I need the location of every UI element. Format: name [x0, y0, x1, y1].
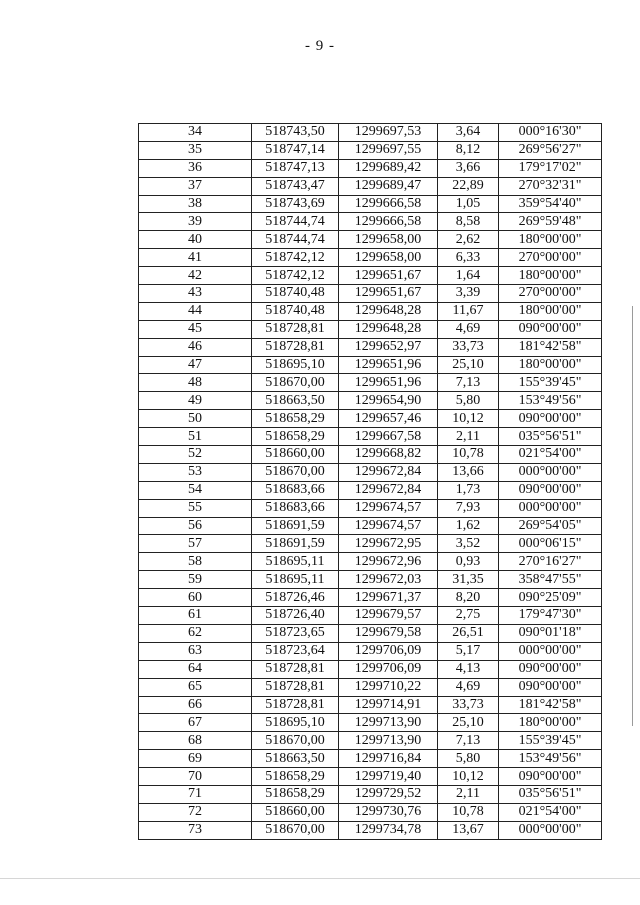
y-coordinate-cell: 1299658,00 — [339, 249, 438, 267]
length-cell: 8,58 — [438, 213, 499, 231]
x-coordinate-cell: 518695,11 — [252, 553, 339, 571]
table-row — [139, 660, 602, 678]
x-coordinate-cell: 518660,00 — [252, 803, 339, 821]
direction-angle-cell: 090°00'00" — [499, 660, 602, 678]
y-coordinate-cell: 1299730,76 — [339, 803, 438, 821]
y-coordinate-cell: 1299651,67 — [339, 285, 438, 303]
direction-angle-cell: 155°39'45" — [499, 732, 602, 750]
page-bottom-edge — [0, 878, 640, 879]
x-coordinate-cell: 518695,10 — [252, 714, 339, 732]
length-cell: 2,11 — [438, 428, 499, 446]
table-row — [139, 285, 602, 303]
direction-angle-cell: 181°42'58" — [499, 338, 602, 356]
direction-angle-cell: 153°49'56" — [499, 392, 602, 410]
point-number-cell: 34 — [139, 124, 252, 142]
point-number-cell: 45 — [139, 320, 252, 338]
table-row — [139, 785, 602, 803]
length-cell: 7,93 — [438, 499, 499, 517]
direction-angle-cell: 180°00'00" — [499, 714, 602, 732]
direction-angle-cell: 269°56'27" — [499, 141, 602, 159]
point-number-cell: 42 — [139, 267, 252, 285]
direction-angle-cell: 000°06'15" — [499, 535, 602, 553]
table-row — [139, 213, 602, 231]
table-row — [139, 428, 602, 446]
table-row — [139, 768, 602, 786]
x-coordinate-cell: 518728,81 — [252, 696, 339, 714]
point-number-cell: 38 — [139, 195, 252, 213]
table-row — [139, 571, 602, 589]
y-coordinate-cell: 1299667,58 — [339, 428, 438, 446]
table-row — [139, 463, 602, 481]
table-row — [139, 642, 602, 660]
y-coordinate-cell: 1299729,52 — [339, 785, 438, 803]
direction-angle-cell: 180°00'00" — [499, 356, 602, 374]
y-coordinate-cell: 1299679,57 — [339, 607, 438, 625]
length-cell: 2,62 — [438, 231, 499, 249]
direction-angle-cell: 000°16'30" — [499, 124, 602, 142]
x-coordinate-cell: 518658,29 — [252, 428, 339, 446]
x-coordinate-cell: 518742,12 — [252, 267, 339, 285]
point-number-cell: 36 — [139, 159, 252, 177]
direction-angle-cell: 021°54'00" — [499, 446, 602, 464]
table-row — [139, 678, 602, 696]
table-row — [139, 499, 602, 517]
direction-angle-cell: 000°00'00" — [499, 821, 602, 839]
length-cell: 22,89 — [438, 177, 499, 195]
y-coordinate-cell: 1299672,96 — [339, 553, 438, 571]
length-cell: 8,20 — [438, 589, 499, 607]
point-number-cell: 70 — [139, 768, 252, 786]
point-number-cell: 49 — [139, 392, 252, 410]
length-cell: 5,17 — [438, 642, 499, 660]
y-coordinate-cell: 1299668,82 — [339, 446, 438, 464]
y-coordinate-cell: 1299713,90 — [339, 714, 438, 732]
x-coordinate-cell: 518670,00 — [252, 463, 339, 481]
y-coordinate-cell: 1299666,58 — [339, 213, 438, 231]
y-coordinate-cell: 1299666,58 — [339, 195, 438, 213]
table-row — [139, 356, 602, 374]
y-coordinate-cell: 1299710,22 — [339, 678, 438, 696]
table-row — [139, 732, 602, 750]
direction-angle-cell: 270°16'27" — [499, 553, 602, 571]
point-number-cell: 46 — [139, 338, 252, 356]
y-coordinate-cell: 1299679,58 — [339, 624, 438, 642]
direction-angle-cell: 090°00'00" — [499, 410, 602, 428]
y-coordinate-cell: 1299734,78 — [339, 821, 438, 839]
direction-angle-cell: 035°56'51" — [499, 785, 602, 803]
length-cell: 10,78 — [438, 446, 499, 464]
y-coordinate-cell: 1299706,09 — [339, 642, 438, 660]
table-row — [139, 320, 602, 338]
table-row — [139, 124, 602, 142]
table-row — [139, 231, 602, 249]
table-row — [139, 141, 602, 159]
y-coordinate-cell: 1299674,57 — [339, 499, 438, 517]
point-number-cell: 40 — [139, 231, 252, 249]
point-number-cell: 41 — [139, 249, 252, 267]
x-coordinate-cell: 518726,46 — [252, 589, 339, 607]
coordinates-table — [138, 123, 602, 840]
table-row — [139, 624, 602, 642]
x-coordinate-cell: 518744,74 — [252, 213, 339, 231]
direction-angle-cell: 090°00'00" — [499, 481, 602, 499]
direction-angle-cell: 181°42'58" — [499, 696, 602, 714]
page-number: - 9 - — [305, 38, 335, 54]
length-cell: 25,10 — [438, 356, 499, 374]
y-coordinate-cell: 1299648,28 — [339, 320, 438, 338]
table-row — [139, 803, 602, 821]
y-coordinate-cell: 1299671,37 — [339, 589, 438, 607]
x-coordinate-cell: 518728,81 — [252, 338, 339, 356]
x-coordinate-cell: 518744,74 — [252, 231, 339, 249]
y-coordinate-cell: 1299672,84 — [339, 463, 438, 481]
length-cell: 4,13 — [438, 660, 499, 678]
point-number-cell: 35 — [139, 141, 252, 159]
length-cell: 26,51 — [438, 624, 499, 642]
y-coordinate-cell: 1299697,55 — [339, 141, 438, 159]
direction-angle-cell: 270°00'00" — [499, 249, 602, 267]
direction-angle-cell: 000°00'00" — [499, 499, 602, 517]
point-number-cell: 54 — [139, 481, 252, 499]
table-row — [139, 714, 602, 732]
y-coordinate-cell: 1299689,47 — [339, 177, 438, 195]
x-coordinate-cell: 518670,00 — [252, 374, 339, 392]
x-coordinate-cell: 518747,14 — [252, 141, 339, 159]
x-coordinate-cell: 518743,50 — [252, 124, 339, 142]
x-coordinate-cell: 518728,81 — [252, 678, 339, 696]
length-cell: 7,13 — [438, 732, 499, 750]
y-coordinate-cell: 1299654,90 — [339, 392, 438, 410]
point-number-cell: 71 — [139, 785, 252, 803]
point-number-cell: 58 — [139, 553, 252, 571]
point-number-cell: 55 — [139, 499, 252, 517]
x-coordinate-cell: 518683,66 — [252, 481, 339, 499]
table-row — [139, 535, 602, 553]
length-cell: 8,12 — [438, 141, 499, 159]
table-row — [139, 267, 602, 285]
y-coordinate-cell: 1299672,95 — [339, 535, 438, 553]
point-number-cell: 44 — [139, 302, 252, 320]
x-coordinate-cell: 518728,81 — [252, 660, 339, 678]
direction-angle-cell: 021°54'00" — [499, 803, 602, 821]
length-cell: 5,80 — [438, 750, 499, 768]
length-cell: 1,73 — [438, 481, 499, 499]
point-number-cell: 65 — [139, 678, 252, 696]
length-cell: 1,62 — [438, 517, 499, 535]
y-coordinate-cell: 1299652,97 — [339, 338, 438, 356]
point-number-cell: 67 — [139, 714, 252, 732]
x-coordinate-cell: 518658,29 — [252, 785, 339, 803]
table-row — [139, 517, 602, 535]
point-number-cell: 56 — [139, 517, 252, 535]
direction-angle-cell: 179°47'30" — [499, 607, 602, 625]
point-number-cell: 73 — [139, 821, 252, 839]
length-cell: 3,52 — [438, 535, 499, 553]
y-coordinate-cell: 1299697,53 — [339, 124, 438, 142]
direction-angle-cell: 155°39'45" — [499, 374, 602, 392]
x-coordinate-cell: 518670,00 — [252, 821, 339, 839]
direction-angle-cell: 090°00'00" — [499, 678, 602, 696]
length-cell: 13,67 — [438, 821, 499, 839]
point-number-cell: 61 — [139, 607, 252, 625]
length-cell: 3,66 — [438, 159, 499, 177]
length-cell: 6,33 — [438, 249, 499, 267]
table-row — [139, 195, 602, 213]
length-cell: 33,73 — [438, 696, 499, 714]
table-row — [139, 446, 602, 464]
x-coordinate-cell: 518743,47 — [252, 177, 339, 195]
table-row — [139, 392, 602, 410]
point-number-cell: 37 — [139, 177, 252, 195]
point-number-cell: 48 — [139, 374, 252, 392]
length-cell: 31,35 — [438, 571, 499, 589]
y-coordinate-cell: 1299651,96 — [339, 374, 438, 392]
table-row — [139, 177, 602, 195]
direction-angle-cell: 270°32'31" — [499, 177, 602, 195]
length-cell: 10,12 — [438, 410, 499, 428]
length-cell: 10,78 — [438, 803, 499, 821]
table-row — [139, 374, 602, 392]
direction-angle-cell: 180°00'00" — [499, 302, 602, 320]
y-coordinate-cell: 1299713,90 — [339, 732, 438, 750]
length-cell: 3,39 — [438, 285, 499, 303]
table-row — [139, 481, 602, 499]
x-coordinate-cell: 518691,59 — [252, 517, 339, 535]
length-cell: 5,80 — [438, 392, 499, 410]
point-number-cell: 47 — [139, 356, 252, 374]
length-cell: 0,93 — [438, 553, 499, 571]
direction-angle-cell: 153°49'56" — [499, 750, 602, 768]
point-number-cell: 52 — [139, 446, 252, 464]
direction-angle-cell: 180°00'00" — [499, 267, 602, 285]
table-row — [139, 696, 602, 714]
length-cell: 4,69 — [438, 678, 499, 696]
table-row — [139, 410, 602, 428]
table-row — [139, 589, 602, 607]
x-coordinate-cell: 518740,48 — [252, 302, 339, 320]
x-coordinate-cell: 518723,64 — [252, 642, 339, 660]
point-number-cell: 57 — [139, 535, 252, 553]
point-number-cell: 69 — [139, 750, 252, 768]
table-row — [139, 338, 602, 356]
direction-angle-cell: 090°00'00" — [499, 320, 602, 338]
table-row — [139, 249, 602, 267]
length-cell: 33,73 — [438, 338, 499, 356]
x-coordinate-cell: 518726,40 — [252, 607, 339, 625]
point-number-cell: 68 — [139, 732, 252, 750]
x-coordinate-cell: 518740,48 — [252, 285, 339, 303]
point-number-cell: 62 — [139, 624, 252, 642]
x-coordinate-cell: 518663,50 — [252, 392, 339, 410]
direction-angle-cell: 000°00'00" — [499, 642, 602, 660]
x-coordinate-cell: 518670,00 — [252, 732, 339, 750]
x-coordinate-cell: 518660,00 — [252, 446, 339, 464]
x-coordinate-cell: 518691,59 — [252, 535, 339, 553]
table-row — [139, 821, 602, 839]
length-cell: 2,11 — [438, 785, 499, 803]
point-number-cell: 59 — [139, 571, 252, 589]
y-coordinate-cell: 1299658,00 — [339, 231, 438, 249]
x-coordinate-cell: 518695,11 — [252, 571, 339, 589]
point-number-cell: 63 — [139, 642, 252, 660]
y-coordinate-cell: 1299689,42 — [339, 159, 438, 177]
direction-angle-cell: 270°00'00" — [499, 285, 602, 303]
coordinates-table-body — [139, 124, 602, 840]
x-coordinate-cell: 518658,29 — [252, 768, 339, 786]
x-coordinate-cell: 518742,12 — [252, 249, 339, 267]
table-row — [139, 302, 602, 320]
x-coordinate-cell: 518695,10 — [252, 356, 339, 374]
direction-angle-cell: 035°56'51" — [499, 428, 602, 446]
x-coordinate-cell: 518663,50 — [252, 750, 339, 768]
x-coordinate-cell: 518658,29 — [252, 410, 339, 428]
x-coordinate-cell: 518728,81 — [252, 320, 339, 338]
y-coordinate-cell: 1299706,09 — [339, 660, 438, 678]
direction-angle-cell: 090°25'09" — [499, 589, 602, 607]
direction-angle-cell: 000°00'00" — [499, 463, 602, 481]
direction-angle-cell: 180°00'00" — [499, 231, 602, 249]
y-coordinate-cell: 1299648,28 — [339, 302, 438, 320]
y-coordinate-cell: 1299672,03 — [339, 571, 438, 589]
table-row — [139, 607, 602, 625]
direction-angle-cell: 269°54'05" — [499, 517, 602, 535]
length-cell: 3,64 — [438, 124, 499, 142]
length-cell: 1,05 — [438, 195, 499, 213]
length-cell: 11,67 — [438, 302, 499, 320]
length-cell: 2,75 — [438, 607, 499, 625]
y-coordinate-cell: 1299651,67 — [339, 267, 438, 285]
y-coordinate-cell: 1299674,57 — [339, 517, 438, 535]
direction-angle-cell: 090°00'00" — [499, 768, 602, 786]
x-coordinate-cell: 518743,69 — [252, 195, 339, 213]
point-number-cell: 64 — [139, 660, 252, 678]
length-cell: 1,64 — [438, 267, 499, 285]
length-cell: 4,69 — [438, 320, 499, 338]
point-number-cell: 51 — [139, 428, 252, 446]
y-coordinate-cell: 1299657,46 — [339, 410, 438, 428]
y-coordinate-cell: 1299716,84 — [339, 750, 438, 768]
point-number-cell: 60 — [139, 589, 252, 607]
x-coordinate-cell: 518747,13 — [252, 159, 339, 177]
table-row — [139, 159, 602, 177]
y-coordinate-cell: 1299672,84 — [339, 481, 438, 499]
direction-angle-cell: 359°54'40" — [499, 195, 602, 213]
point-number-cell: 66 — [139, 696, 252, 714]
table-row — [139, 553, 602, 571]
length-cell: 7,13 — [438, 374, 499, 392]
point-number-cell: 39 — [139, 213, 252, 231]
scan-edge-line — [632, 306, 633, 726]
point-number-cell: 72 — [139, 803, 252, 821]
length-cell: 13,66 — [438, 463, 499, 481]
direction-angle-cell: 358°47'55" — [499, 571, 602, 589]
length-cell: 10,12 — [438, 768, 499, 786]
point-number-cell: 50 — [139, 410, 252, 428]
point-number-cell: 53 — [139, 463, 252, 481]
direction-angle-cell: 090°01'18" — [499, 624, 602, 642]
length-cell: 25,10 — [438, 714, 499, 732]
table-row — [139, 750, 602, 768]
point-number-cell: 43 — [139, 285, 252, 303]
direction-angle-cell: 269°59'48" — [499, 213, 602, 231]
y-coordinate-cell: 1299719,40 — [339, 768, 438, 786]
y-coordinate-cell: 1299651,96 — [339, 356, 438, 374]
x-coordinate-cell: 518723,65 — [252, 624, 339, 642]
x-coordinate-cell: 518683,66 — [252, 499, 339, 517]
direction-angle-cell: 179°17'02" — [499, 159, 602, 177]
y-coordinate-cell: 1299714,91 — [339, 696, 438, 714]
